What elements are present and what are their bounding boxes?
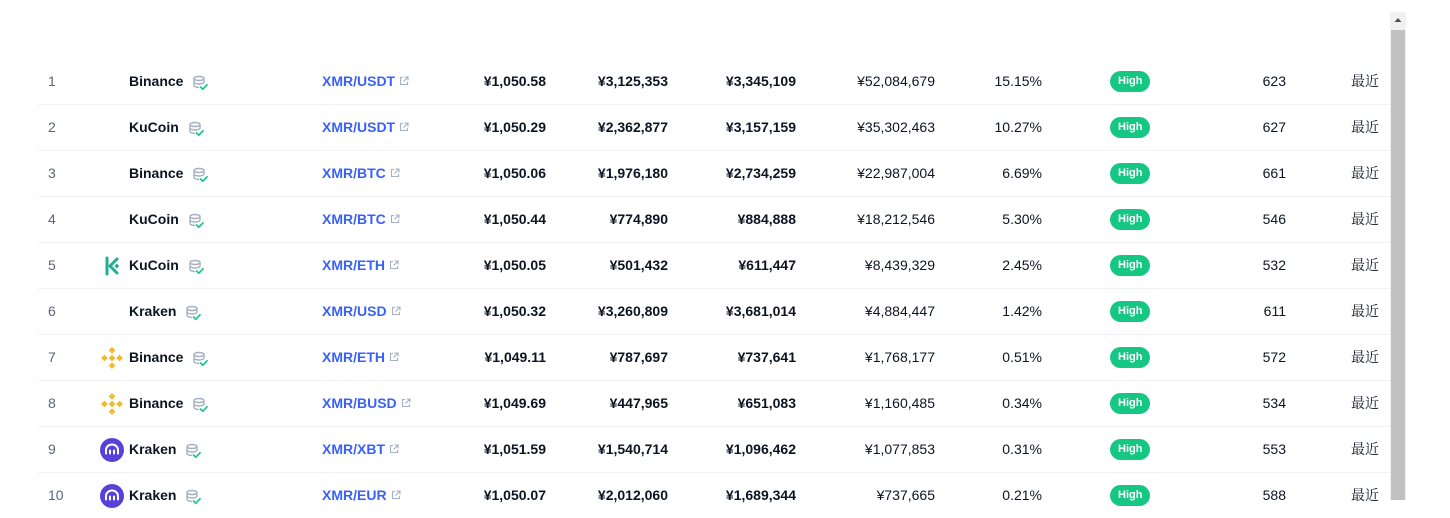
- confidence-badge: High: [1110, 209, 1150, 230]
- depth-plus-cell: ¥3,260,809: [597, 303, 668, 319]
- exchange-name-link[interactable]: Kraken: [129, 487, 177, 503]
- verified-stack-icon: [188, 259, 204, 275]
- external-link-icon[interactable]: [399, 105, 409, 150]
- external-link-icon[interactable]: [391, 473, 401, 518]
- exchange-name-link[interactable]: Kraken: [129, 303, 177, 319]
- table-row[interactable]: [38, 427, 1390, 473]
- depth-minus-cell: ¥651,083: [737, 395, 796, 411]
- kraken-logo-icon: [100, 438, 124, 462]
- volume-cell: ¥8,439,329: [864, 257, 935, 273]
- table-row[interactable]: [38, 243, 1390, 289]
- verified-stack-icon: [188, 121, 204, 137]
- confidence-badge: High: [1110, 301, 1150, 322]
- table-row[interactable]: [38, 59, 1390, 105]
- rank-cell: 6: [48, 303, 56, 319]
- updated-cell: 最近: [1351, 211, 1379, 227]
- rank-cell: 1: [48, 73, 56, 89]
- kucoin-logo-icon: [100, 254, 124, 278]
- binance-logo-icon: [100, 346, 124, 370]
- pair-label[interactable]: XMR/ETH: [322, 349, 385, 365]
- pair-link[interactable]: [322, 105, 409, 150]
- pair-link[interactable]: [322, 151, 400, 196]
- depth-plus-cell: ¥1,540,714: [597, 441, 668, 457]
- updated-cell: 最近: [1351, 73, 1379, 89]
- vertical-scrollbar[interactable]: [1390, 12, 1406, 500]
- liquidity-score-cell: 588: [1262, 487, 1286, 503]
- updated-cell: 最近: [1351, 487, 1379, 503]
- depth-plus-cell: ¥3,125,353: [597, 73, 668, 89]
- pair-link[interactable]: [322, 473, 401, 518]
- table-row[interactable]: [38, 105, 1390, 151]
- price-cell: ¥1,050.29: [483, 119, 546, 135]
- volume-cell: ¥22,987,004: [857, 165, 935, 181]
- volume-share-cell: 0.21%: [1002, 487, 1042, 503]
- confidence-badge: High: [1110, 347, 1150, 368]
- updated-cell: 最近: [1351, 165, 1379, 181]
- volume-cell: ¥4,884,447: [864, 303, 935, 319]
- confidence-badge: High: [1110, 485, 1150, 506]
- rank-cell: 10: [48, 487, 64, 503]
- pair-label[interactable]: XMR/EUR: [322, 487, 387, 503]
- price-cell: ¥1,049.11: [484, 349, 546, 365]
- scroll-up-arrow-icon[interactable]: [1390, 12, 1406, 28]
- pair-label[interactable]: XMR/USD: [322, 303, 387, 319]
- confidence-badge: High: [1110, 163, 1150, 184]
- exchange-name-link[interactable]: KuCoin: [129, 257, 179, 273]
- volume-share-cell: 2.45%: [1002, 257, 1042, 273]
- pair-label[interactable]: XMR/BTC: [322, 211, 386, 227]
- scrollbar-thumb[interactable]: [1391, 30, 1405, 500]
- volume-share-cell: 0.31%: [1002, 441, 1042, 457]
- external-link-icon[interactable]: [401, 381, 411, 426]
- depth-minus-cell: ¥1,689,344: [725, 487, 796, 503]
- depth-plus-cell: ¥2,012,060: [597, 487, 668, 503]
- table-row[interactable]: [38, 335, 1390, 381]
- volume-cell: ¥52,084,679: [857, 73, 935, 89]
- exchange-name-link[interactable]: KuCoin: [129, 211, 179, 227]
- depth-minus-cell: ¥737,641: [737, 349, 796, 365]
- external-link-icon[interactable]: [389, 335, 399, 380]
- pair-label[interactable]: XMR/BUSD: [322, 395, 397, 411]
- depth-plus-cell: ¥787,697: [609, 349, 668, 365]
- depth-minus-cell: ¥1,096,462: [725, 441, 796, 457]
- external-link-icon[interactable]: [389, 427, 399, 472]
- table-row[interactable]: [38, 289, 1390, 335]
- pair-label[interactable]: XMR/ETH: [322, 257, 385, 273]
- confidence-badge: High: [1110, 439, 1150, 460]
- pair-link[interactable]: [322, 335, 399, 380]
- updated-cell: 最近: [1351, 257, 1379, 273]
- pair-label[interactable]: XMR/BTC: [322, 165, 386, 181]
- volume-share-cell: 10.27%: [994, 119, 1042, 135]
- volume-share-cell: 6.69%: [1002, 165, 1042, 181]
- liquidity-score-cell: 661: [1262, 165, 1286, 181]
- verified-stack-icon: [185, 489, 201, 505]
- external-link-icon[interactable]: [390, 151, 400, 196]
- verified-stack-icon: [185, 443, 201, 459]
- liquidity-score-cell: 572: [1262, 349, 1286, 365]
- verified-stack-icon: [192, 351, 208, 367]
- exchange-name-link[interactable]: Binance: [129, 165, 184, 181]
- depth-minus-cell: ¥884,888: [737, 211, 796, 227]
- depth-plus-cell: ¥774,890: [609, 211, 668, 227]
- confidence-badge: High: [1110, 117, 1150, 138]
- updated-cell: 最近: [1351, 303, 1379, 319]
- exchange-name-link[interactable]: Kraken: [129, 441, 177, 457]
- exchange-name-link[interactable]: Binance: [129, 349, 184, 365]
- price-cell: ¥1,050.05: [483, 257, 546, 273]
- liquidity-score-cell: 553: [1262, 441, 1286, 457]
- price-cell: ¥1,050.32: [483, 303, 546, 319]
- table-row[interactable]: [38, 151, 1390, 197]
- pair-link[interactable]: [322, 59, 409, 104]
- depth-minus-cell: ¥3,681,014: [725, 303, 796, 319]
- volume-cell: ¥1,077,853: [864, 441, 935, 457]
- pair-link[interactable]: [322, 197, 400, 242]
- volume-share-cell: 0.34%: [1002, 395, 1042, 411]
- depth-plus-cell: ¥447,965: [609, 395, 668, 411]
- pair-label[interactable]: XMR/USDT: [322, 73, 396, 89]
- kraken-logo-icon: [100, 484, 124, 508]
- price-cell: ¥1,050.07: [483, 487, 546, 503]
- verified-stack-icon: [192, 397, 208, 413]
- table-row[interactable]: [38, 381, 1390, 427]
- pair-link[interactable]: [322, 289, 401, 334]
- volume-cell: ¥18,212,546: [857, 211, 935, 227]
- markets-table: [38, 59, 1390, 518]
- table-row[interactable]: [38, 197, 1390, 243]
- depth-minus-cell: ¥3,345,109: [725, 73, 796, 89]
- depth-plus-cell: ¥501,432: [609, 257, 668, 273]
- volume-share-cell: 5.30%: [1002, 211, 1042, 227]
- price-cell: ¥1,050.06: [483, 165, 546, 181]
- verified-stack-icon: [192, 167, 208, 183]
- liquidity-score-cell: 623: [1262, 73, 1286, 89]
- verified-stack-icon: [185, 305, 201, 321]
- rank-cell: 8: [48, 395, 56, 411]
- external-link-icon[interactable]: [399, 59, 409, 104]
- price-cell: ¥1,050.44: [483, 211, 546, 227]
- liquidity-score-cell: 534: [1262, 395, 1286, 411]
- exchange-name-link[interactable]: Binance: [129, 73, 184, 89]
- confidence-badge: High: [1110, 393, 1150, 414]
- volume-share-cell: 1.42%: [1002, 303, 1042, 319]
- rank-cell: 9: [48, 441, 56, 457]
- depth-plus-cell: ¥1,976,180: [597, 165, 668, 181]
- volume-cell: ¥1,768,177: [864, 349, 935, 365]
- volume-share-cell: 0.51%: [1002, 349, 1042, 365]
- confidence-badge: High: [1110, 71, 1150, 92]
- volume-cell: ¥35,302,463: [857, 119, 935, 135]
- binance-logo-icon: [100, 392, 124, 416]
- verified-stack-icon: [192, 75, 208, 91]
- verified-stack-icon: [188, 213, 204, 229]
- pair-label[interactable]: XMR/XBT: [322, 441, 385, 457]
- exchange-name-link[interactable]: KuCoin: [129, 119, 179, 135]
- updated-cell: 最近: [1351, 119, 1379, 135]
- rank-cell: 7: [48, 349, 56, 365]
- volume-cell: ¥1,160,485: [864, 395, 935, 411]
- depth-plus-cell: ¥2,362,877: [597, 119, 668, 135]
- updated-cell: 最近: [1351, 395, 1379, 411]
- liquidity-score-cell: 627: [1262, 119, 1286, 135]
- pair-link[interactable]: [322, 243, 399, 288]
- liquidity-score-cell: 611: [1263, 303, 1286, 319]
- depth-minus-cell: ¥3,157,159: [725, 119, 796, 135]
- rank-cell: 4: [48, 211, 56, 227]
- external-link-icon[interactable]: [389, 243, 399, 288]
- exchange-name-link[interactable]: Binance: [129, 395, 184, 411]
- external-link-icon[interactable]: [391, 289, 401, 334]
- depth-minus-cell: ¥2,734,259: [725, 165, 796, 181]
- pair-link[interactable]: [322, 427, 399, 472]
- liquidity-score-cell: 532: [1262, 257, 1286, 273]
- pair-label[interactable]: XMR/USDT: [322, 119, 396, 135]
- price-cell: ¥1,049.69: [483, 395, 546, 411]
- rank-cell: 2: [48, 119, 56, 135]
- table-row[interactable]: [38, 473, 1390, 518]
- price-cell: ¥1,051.59: [483, 441, 546, 457]
- confidence-badge: High: [1110, 255, 1150, 276]
- updated-cell: 最近: [1351, 441, 1379, 457]
- rank-cell: 5: [48, 257, 56, 273]
- external-link-icon[interactable]: [390, 197, 400, 242]
- pair-link[interactable]: [322, 381, 411, 426]
- depth-minus-cell: ¥611,447: [738, 257, 796, 273]
- liquidity-score-cell: 546: [1262, 211, 1286, 227]
- price-cell: ¥1,050.58: [483, 73, 546, 89]
- volume-cell: ¥737,665: [876, 487, 935, 503]
- volume-share-cell: 15.15%: [994, 73, 1042, 89]
- rank-cell: 3: [48, 165, 56, 181]
- updated-cell: 最近: [1351, 349, 1379, 365]
